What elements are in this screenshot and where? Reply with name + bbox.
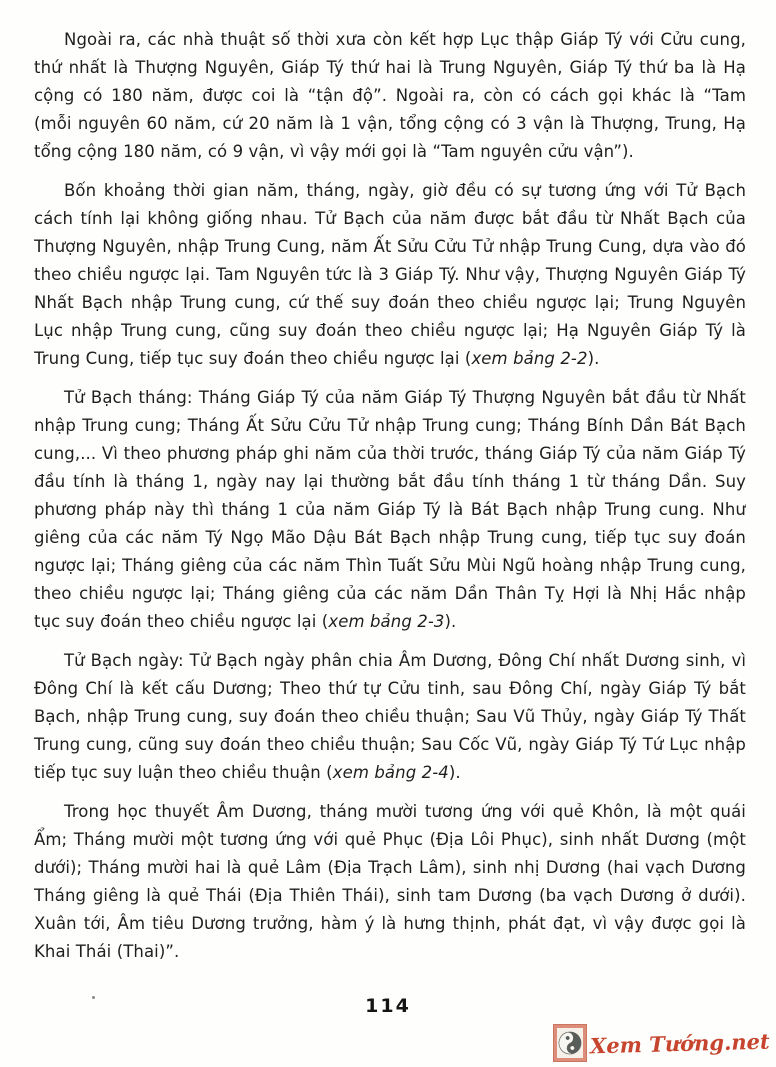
- text-line: Ẩm; Tháng mười một tương ứng với quẻ Phục (Địa Lôi Phục), sinh nhất Dương (một: [34, 830, 746, 849]
- paragraph: [34, 177, 746, 373]
- text-line: Trung cung, cũng suy đoán theo chiều thuận; Sau Cốc Vũ, ngày Giáp Tý Tứ Lục nhập: [34, 735, 746, 754]
- text-line: thứ nhất là Thượng Nguyên, Giáp Tý thứ hai là Trung Nguyên, Giáp Tý thứ ba là Hạ: [34, 58, 746, 77]
- text-line: phương pháp này thì tháng 1 của năm Giáp Tý là Bát Bạch nhập Trung cung. Như: [34, 500, 746, 519]
- watermark-text: Xem Tướng.net: [590, 1028, 771, 1058]
- text-line: đầu tính là tháng 1, ngày nay lại thường bắt đầu tính tháng 1 từ tháng Dần. Suy: [34, 472, 746, 491]
- text-line: Đông Chí là kết cấu Dương; Theo thứ tự Cửu tinh, sau Đông Chí, ngày Giáp Tý bắt: [34, 679, 746, 698]
- text-line: Khai Thái (Thai)”.: [34, 942, 180, 961]
- text-line: Xuân tới, Âm tiêu Dương trưởng, hàm ý là hưng thịnh, phát đạt, vì vậy được gọi là: [34, 914, 746, 933]
- text-line: Ngoài ra, các nhà thuật số thời xưa còn kết hợp Lục thập Giáp Tý với Cửu cung,: [64, 30, 746, 49]
- text-line: theo chiều ngược lại; Tháng giêng của các năm Dần Thân Tỵ Hợi là Nhị Hắc nhập: [34, 584, 746, 603]
- text-line: theo chiều ngược lại. Tam Nguyên tức là 3 Giáp Tý. Như vậy, Thượng Nguyên Giáp Tý: [34, 265, 746, 284]
- text-line: ngược lại; Tháng giêng của các năm Thìn Tuất Sửu Mùi Ngũ hoàng nhập Trung cung,: [34, 556, 746, 575]
- yin-yang-icon: [553, 1024, 587, 1062]
- body-text: [34, 26, 746, 977]
- text-line: Tháng giêng là quẻ Thái (Địa Thiên Thái), sinh tam Dương (ba vạch Dương ở dưới).: [34, 886, 746, 905]
- text-line: tiếp tục suy luận theo chiều thuận (xem bảng 2-4).: [34, 763, 461, 782]
- text-line: Trung Cung, tiếp tục suy đoán theo chiều ngược lại (xem bảng 2-2).: [34, 349, 600, 368]
- text-line: Thượng Nguyên, nhập Trung Cung, năm Ất Sửu Cửu Tử nhập Trung Cung, dựa vào đó: [34, 237, 746, 256]
- text-line: Nhất Bạch nhập Trung cung, cứ thế suy đoán theo chiều ngược lại; Trung Nguyên: [34, 293, 746, 312]
- text-line: tổng cộng 180 năm, có 9 vận, vì vậy mới gọi là “Tam nguyên cửu vận”).: [34, 142, 634, 161]
- text-line: cộng có 180 năm, được coi là “tận độ”. Ngoài ra, còn có cách gọi khác là “Tam: [34, 86, 746, 105]
- text-line: nhập Trung cung; Tháng Ất Sửu Cửu Tử nhập Trung cung; Tháng Bính Dần Bát Bạch: [34, 416, 746, 435]
- text-line: Bạch, nhập Trung cung, suy đoán theo chiều thuận; Sau Vũ Thủy, ngày Giáp Tý Thất: [34, 707, 746, 726]
- text-line: (mỗi nguyên 60 năm, cứ 20 năm là 1 vận, tổng cộng có 3 vận là Thượng, Trung, Hạ: [34, 114, 746, 133]
- text-line: Bốn khoảng thời gian năm, tháng, ngày, giờ đều có sự tương ứng với Tử Bạch: [64, 181, 746, 200]
- paragraph: [34, 798, 746, 966]
- watermark-logo: [553, 1024, 772, 1062]
- text-line: cách tính lại không giống nhau. Tử Bạch của năm được bắt đầu từ Nhất Bạch của: [34, 209, 746, 228]
- text-line: tục suy đoán theo chiều ngược lại (xem bảng 2-3).: [34, 612, 457, 631]
- text-line: cung,... Vì theo phương pháp ghi năm của thời trước, tháng Giáp Tý của năm Giáp Tý: [34, 444, 746, 463]
- page-number: 114: [365, 995, 411, 1017]
- text-line: Tử Bạch tháng: Tháng Giáp Tý của năm Giáp Tý Thượng Nguyên bắt đầu từ Nhất: [64, 388, 746, 407]
- paragraph: [34, 26, 746, 166]
- paragraph: [34, 647, 746, 787]
- text-line: giêng của các năm Tý Ngọ Mão Dậu Bát Bạch nhập Trung cung, tiếp tục suy đoán: [34, 528, 746, 547]
- text-line: Lục nhập Trung cung, cũng suy đoán theo chiều ngược lại; Hạ Nguyên Giáp Tý là: [34, 321, 746, 340]
- text-line: Trong học thuyết Âm Dương, tháng mười tương ứng với quẻ Khôn, là một quái: [64, 802, 746, 821]
- paragraph: [34, 384, 746, 636]
- text-line: Tử Bạch ngày: Tử Bạch ngày phân chia Âm Dương, Đông Chí nhất Dương sinh, vì: [64, 651, 746, 670]
- text-line: dưới); Tháng mười hai là quẻ Lâm (Địa Trạch Lâm), sinh nhị Dương (hai vạch Dương: [34, 858, 746, 877]
